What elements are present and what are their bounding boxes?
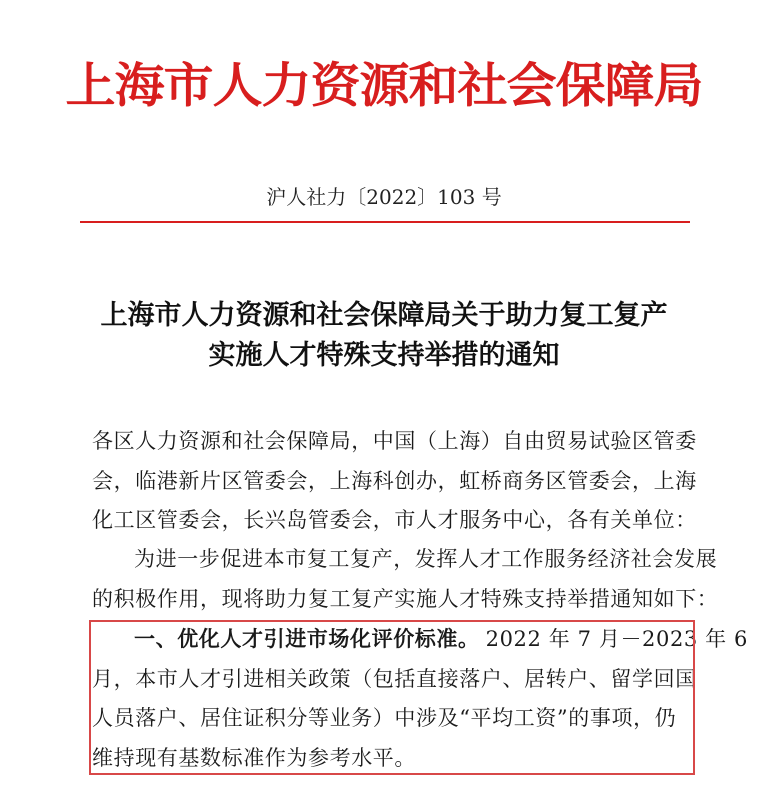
addressees-line-1: 各区人力资源和社会保障局，中国（上海）自由贸易试验区管委 [92,429,697,453]
section-1-line-3: 人员落户、居住证积分等业务）中涉及“平均工资”的事项，仍 [92,706,677,730]
document-number: 沪人社力〔2022〕103 号 [266,185,502,209]
intro-line-1: 为进一步促进本市复工复产，发挥人才工作服务经济社会发展 [134,547,718,571]
intro-paragraph [92,540,719,619]
section-1-line-2: 月，本市人才引进相关政策（包括直接落户、居转户、留学回国 [92,666,697,691]
title-line-2: 实施人才特殊支持举措的通知 [208,340,560,371]
section-1-line-4: 维持现有基数标准作为参考水平。 [92,745,416,770]
section-1-date-range: 2022 年 7 月－2023 年 6 [485,627,748,651]
addressees-line-3: 化工区管委会，长兴岛管委会，市人才服务中心，各有关单位： [92,508,697,532]
intro-line-2: 的积极作用，现将助力复工复产实施人才特殊支持举措通知如下： [92,586,719,611]
addressees-line-2: 会，临港新片区管委会，上海科创办，虹桥商务区管委会，上海 [92,468,697,493]
document-title [0,296,768,376]
agency-header: 上海市人力资源和社会保障局 [65,57,703,114]
highlight-annotation-box [89,620,695,775]
section-1-heading: 一、优化人才引进市场化评价标准。 [134,626,480,651]
red-divider-line [80,221,690,223]
addressees-paragraph [92,422,697,541]
title-line-1: 上海市人力资源和社会保障局关于助力复工复产 [100,300,668,331]
